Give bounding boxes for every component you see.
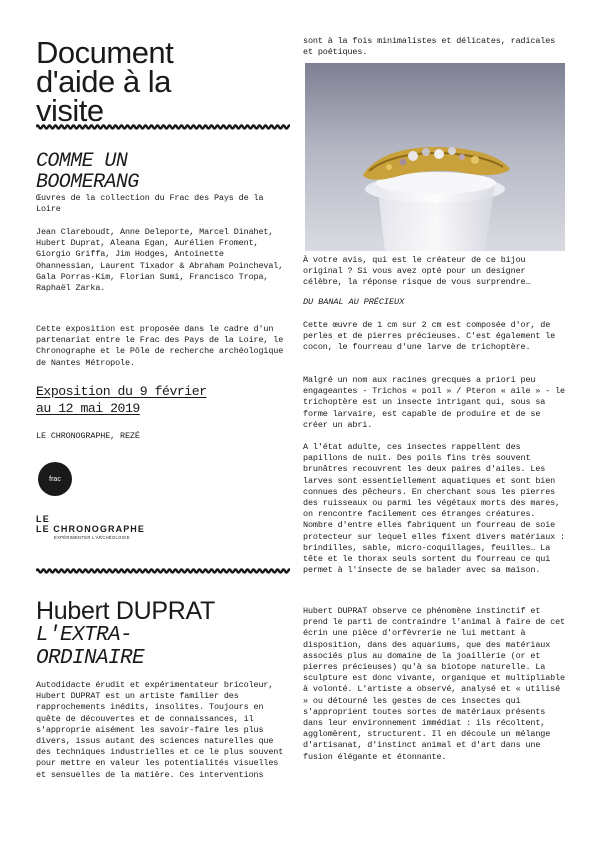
venue: LE CHRONOGRAPHE, REZÉ [36, 431, 140, 441]
paragraph-1: Cette œuvre de 1 cm sur 2 cm est composée d'or, de perles et de pierres précieuses. C'est également le cocon, le fourreau d'une larve de trichoptère. [303, 320, 556, 353]
exhibition-title: COMME UN BOOMERANG [36, 150, 139, 194]
artist-intro-continued: sont à la fois minimalistes et délicates, radicales et poétiques. [303, 36, 556, 58]
squiggle-divider-bottom [36, 568, 290, 574]
artwork-photo [305, 63, 565, 251]
dates-line-2: au 12 mai 2019 [36, 401, 140, 416]
title-line-2: d'aide à la [36, 64, 171, 99]
title-line-3: visite [36, 93, 104, 128]
photo-caption: À votre avis, qui est le créateur de ce bijou original ? Si vous avez opté pour un designer célèbre, la réponse risque de vous surprendre… [303, 255, 531, 288]
partnership-text: Cette exposition est proposée dans le cadre d'un partenariat entre le Frac des Pays de la Loire, le Chronographe et le Pôle de recherche archéologique de Nantes Métropole. [36, 324, 284, 368]
artist-list: Jean Clareboudt, Anne Deleporte, Marcel Dinahet, Hubert Duprat, Aleana Egan, Aurélien Froment, Giorgio Griffa, Jim Hodges, Antoinette Ohannessian, Laurent Tixador & Abraham Poincheval, Gala Porras-Kim, Florian Sumi, Francisco Tropa, Raphaël Zarka. [36, 227, 284, 294]
paragraph-2: Malgré un nom aux racines grecques a priori peu engageantes - Trichos « poil » / Pteron « aile » - le trichoptère est un insecte intrigant qui, sous sa forme larvaire, est capable de produire et de se créer un abri. [303, 375, 565, 430]
chronographe-logo [36, 514, 145, 540]
exhibition-dates [36, 383, 290, 417]
exhibition-subtitle: Œuvres de la collection du Frac des Pays de la Loire [36, 193, 264, 215]
chronographe-tagline: EXPÉRIMENTER L'ARCHÉOLOGIE [54, 535, 130, 540]
chronographe-name: LE LE CHRONOGRAPHE [36, 514, 146, 534]
artist-name: Hubert DUPRAT [36, 597, 216, 625]
frac-logo [38, 462, 72, 496]
paragraph-3: A l'état adulte, ces insectes rappellent des papillons de nuit. Des poils fins très souvent brunâtres recouvrent les deux paires d'ailes. Les larves sont essentiellement aquatiques et sont bien connues des pêcheurs. En cherchant sous les pierres des ruisseaux ou parmi les végétaux morts des mares, on rencontre facilement ces étranges créatures. Nombre d'entre elles fabriquent un fourreau de soie protecteur sur lequel elles fixent divers matériaux : brindilles, sable, micro-coquillages, feuilles… La tête et le thorax seuls sortent du fourreau ce qui permet à l'insecte de se balader avec sa maison. [303, 442, 565, 576]
section-heading: DU BANAL AU PRÉCIEUX [303, 297, 405, 307]
chronographe-wordmark: LE CHRONOGRAPHE [36, 524, 146, 534]
squiggle-divider-top [36, 124, 290, 130]
frac-logo-label: frac [49, 475, 61, 483]
artist-intro: Autodidacte érudit et expérimentateur bricoleur, Hubert DUPRAT est un artiste familier des rapprochements inédits, insolites. Toujours en quête de découvertes et de connaissances, il s'approprie aisément les savoir-faire les plus divers, issus autant des sciences naturelles que des techniques industrielles et ce le plus souvent pour mettre en valeur les potentialités visuelles et sensuelles de la matière. Ces interventions [36, 680, 284, 780]
dates-line-1: Exposition du 9 février [36, 384, 207, 399]
artist-heading [36, 598, 290, 670]
artist-section-title: L'EXTRA- ORDINAIRE [36, 624, 145, 670]
paragraph-4: Hubert DUPRAT observe ce phénomène instinctif et prend le parti de contraindre l'animal à faire de cet écrin une pièce d'orfèvrerie ne lui mettant à disposition, dans des aquariums, que des matériaux associés plus au domaine de la joaillerie (or et pierres précieuses) qu'à sa biotope naturelle. La sculpture est donc vivante, organique et multipliable à volonté. L'artiste a observé, analysé et « utilisé » ou détourné les gestes de ces insectes qui s'approprient toutes sortes de matériaux présents dans leur environnement immédiat : ils récoltent, agglomèrent, structurent. Il en découle un mélange d'artisanat, d'instinct animal et d'art dans une fusion élégante et étonnante. [303, 606, 565, 762]
title-line-1: Document [36, 35, 174, 70]
document-title [36, 35, 290, 128]
